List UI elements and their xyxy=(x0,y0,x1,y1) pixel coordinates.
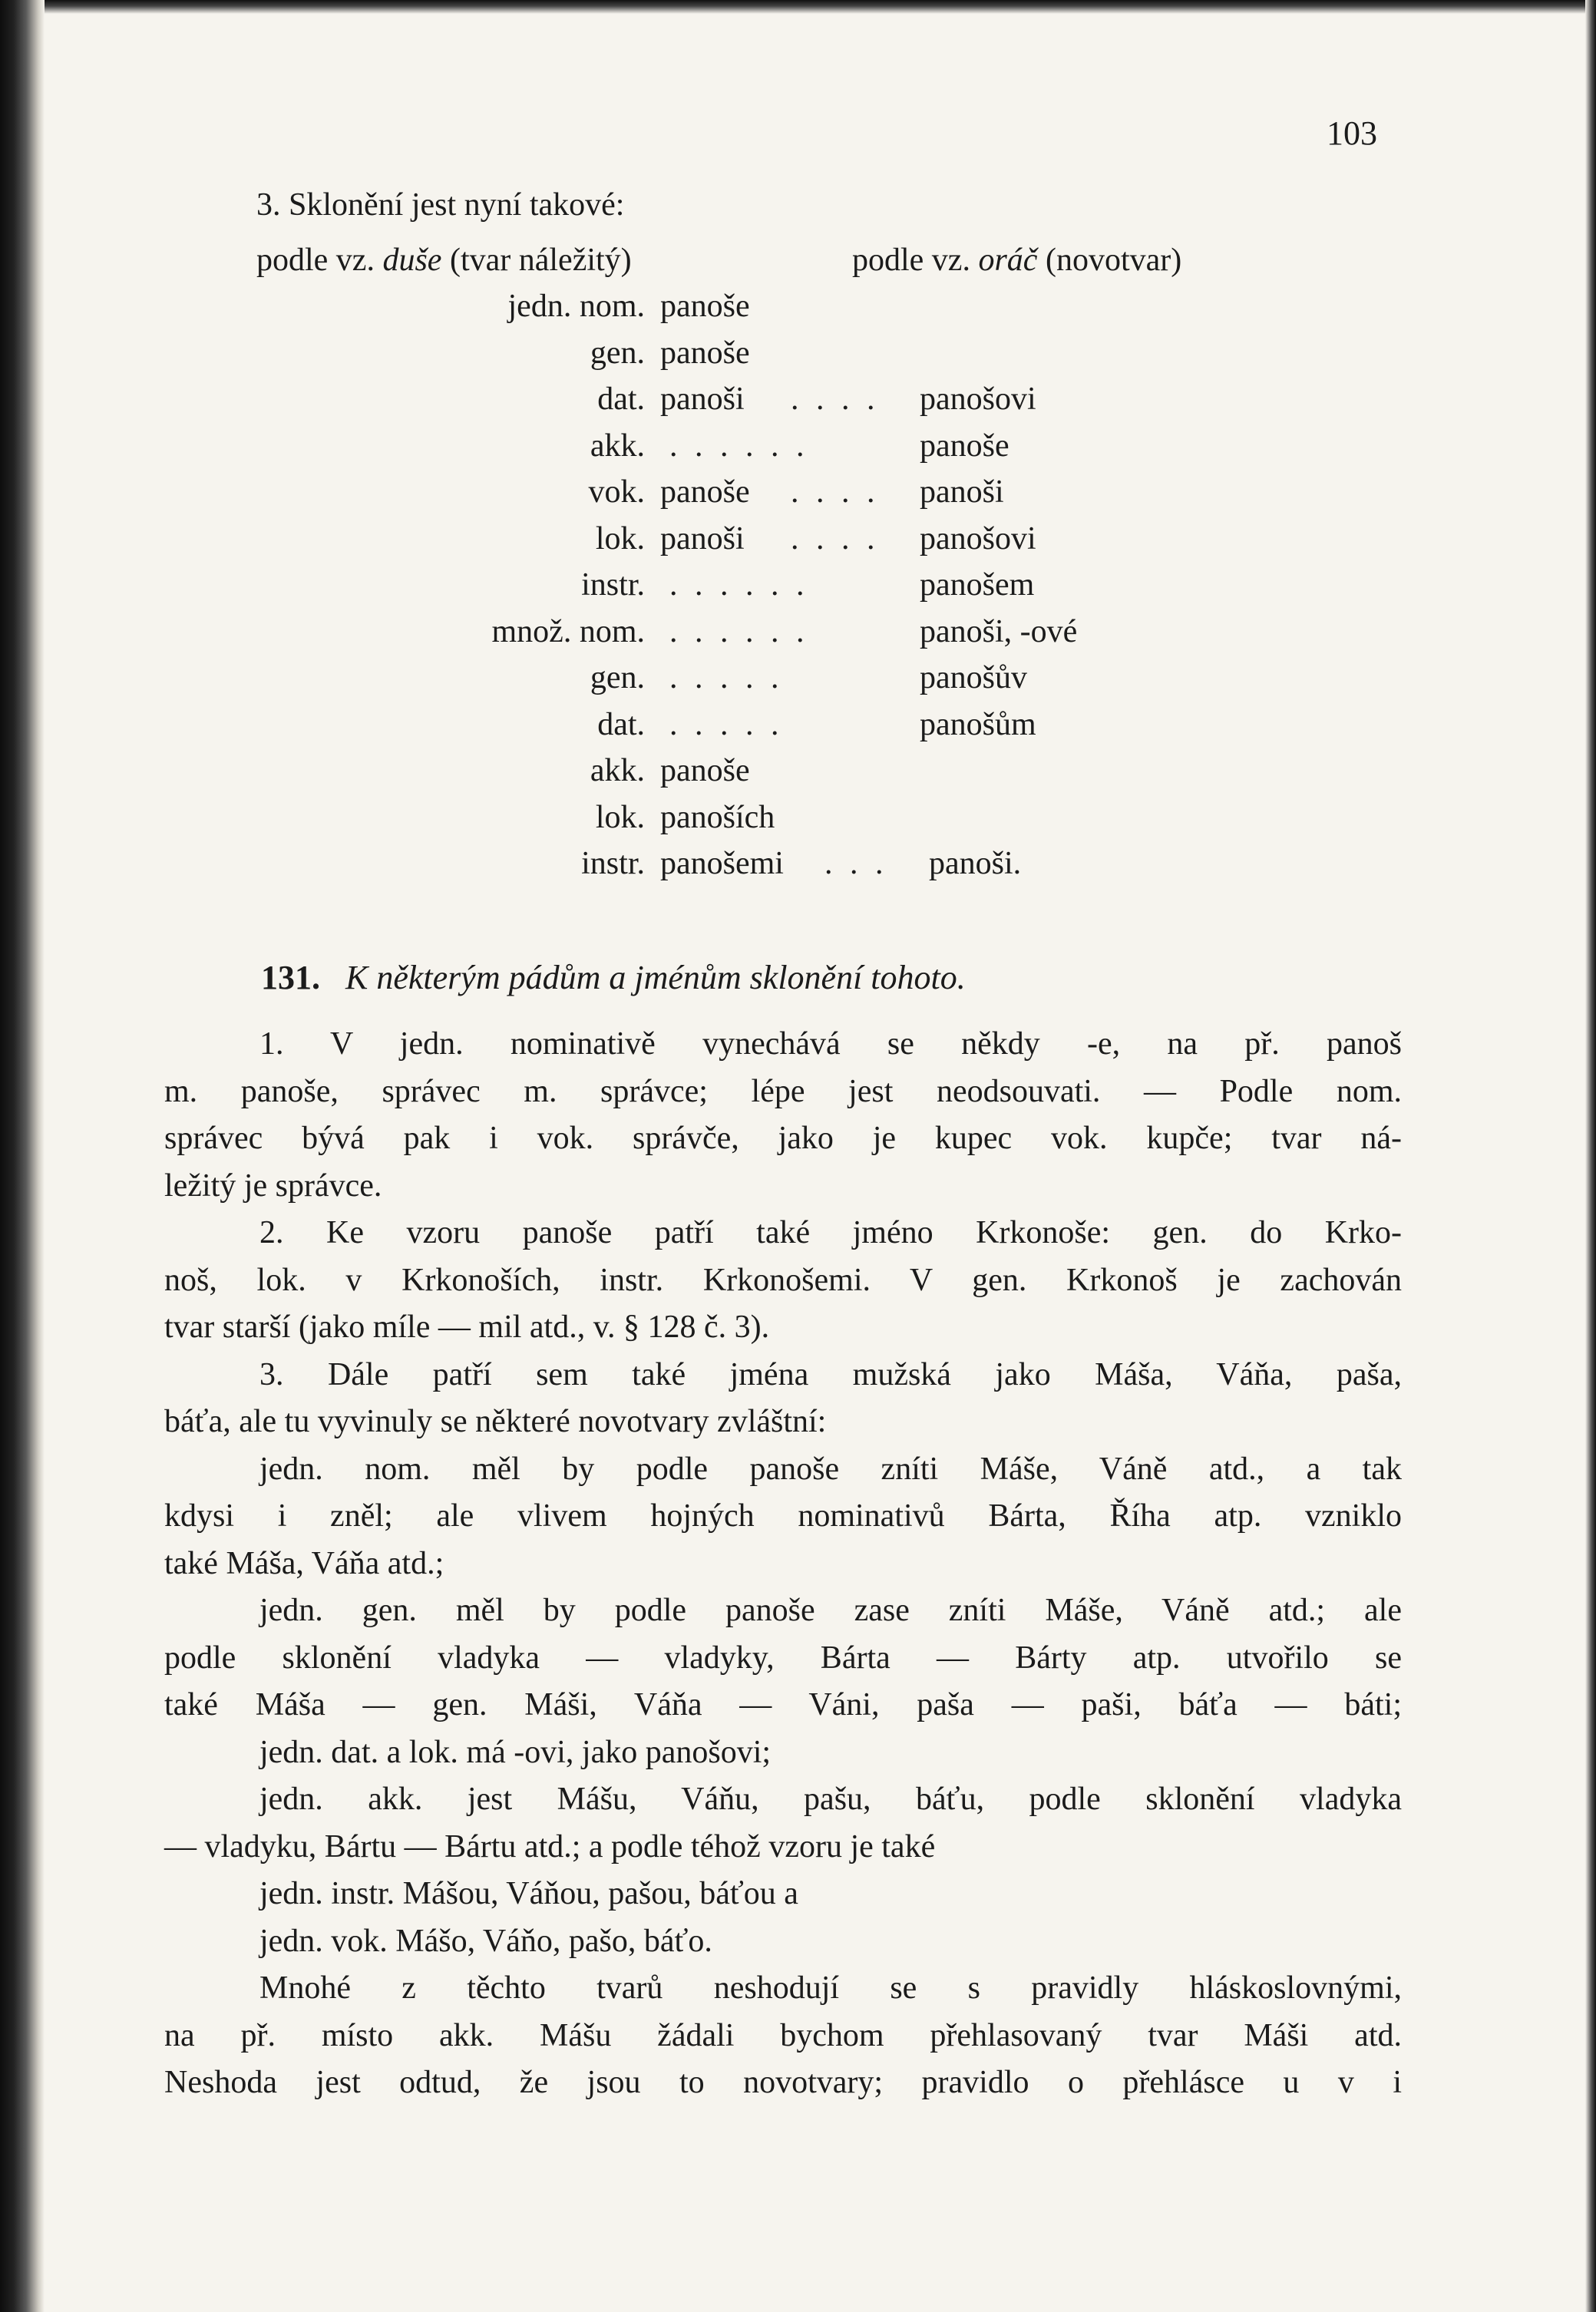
case-label: akk. xyxy=(590,428,645,464)
text-line: na př. místo akk. Mášu žádali bychom přehlasovaný tvar Máši atd. xyxy=(164,2017,1402,2053)
leader-dots: . . . . . . xyxy=(669,428,809,464)
case-label: instr. xyxy=(581,846,645,881)
text-line: 3. Dále patří sem také jména mužská jako Máša, Váňa, paša, xyxy=(259,1356,1402,1392)
text-line: báťa, ale tu vyvinuly se některé novotvary zvláštní: xyxy=(164,1404,827,1439)
form-right: panoši xyxy=(920,474,1004,510)
text-line: jedn. nom. měl by podle panoše zníti Máše, Váně atd., a tak xyxy=(259,1451,1402,1487)
paragraph-2 xyxy=(164,1210,1402,1352)
form-right: panoše xyxy=(920,428,1009,464)
case-label: jedn. nom. xyxy=(507,289,645,324)
left-column-header: podle vz. duše (tvar náležitý) xyxy=(256,243,632,278)
text-line: jedn. gen. měl by podle panoše zase zníti Máše, Váně atd.; ale xyxy=(259,1593,1402,1628)
paragraph-9 xyxy=(164,1918,1402,1966)
leader-dots: . . . . . xyxy=(669,706,784,742)
leader-dots: . . . . xyxy=(791,474,880,510)
text-line: tvar starší (jako míle — mil atd., v. § 128 č. 3). xyxy=(164,1310,770,1345)
form-left: panoše xyxy=(660,335,750,371)
section-131-heading: 131. K některým pádům a jménům sklonění tohoto. xyxy=(261,959,966,996)
paragraph-7 xyxy=(164,1776,1402,1871)
text-line: 1. V jedn. nominativě vynechává se někdy -e, na př. panoš xyxy=(259,1026,1402,1062)
leader-dots: . . . . . xyxy=(669,660,784,695)
text-line: také Máša — gen. Máši, Váňa — Váni, paša — paši, báťa — báti; xyxy=(164,1687,1402,1722)
case-label: vok. xyxy=(588,474,645,510)
text-line: Neshoda jest odtud, že jsou to novotvary; pravidlo o přehlásce u v i xyxy=(164,2065,1402,2100)
case-label: instr. xyxy=(581,567,645,603)
form-right: panošovi xyxy=(920,381,1036,417)
section-3-title: 3. Sklonění jest nyní takové: xyxy=(256,187,625,223)
paragraph-8 xyxy=(164,1871,1402,1918)
form-right: panošův xyxy=(920,660,1027,695)
case-label: lok. xyxy=(595,520,645,557)
form-left: panoši xyxy=(660,381,745,417)
leader-dots: . . . . xyxy=(791,520,880,557)
text-line: Mnohé z těchto tvarů neshodují se s pravidly hláskoslovnými, xyxy=(259,1970,1402,2006)
form-left: panoše xyxy=(660,753,750,788)
form-left: panošemi xyxy=(660,846,784,881)
text-line: podle sklonění vladyka — vladyky, Bárta — Bárty atp. utvořilo se xyxy=(164,1640,1402,1676)
text-line: jedn. vok. Mášo, Váňo, pašo, báťo. xyxy=(259,1923,712,1959)
paragraph-5 xyxy=(164,1587,1402,1729)
page-top-edge xyxy=(0,0,1596,14)
text-line: správec bývá pak i vok. správče, jako je kupec vok. kupče; tvar ná- xyxy=(164,1121,1402,1156)
form-right: panošům xyxy=(920,706,1036,742)
paragraph-10 xyxy=(164,1965,1402,2107)
case-label: gen. xyxy=(590,660,645,695)
case-label: gen. xyxy=(590,335,645,371)
leader-dots: . . . xyxy=(824,846,888,881)
case-label: dat. xyxy=(597,706,645,742)
form-right: panošem xyxy=(920,567,1035,603)
leader-dots: . . . . . . xyxy=(669,567,809,603)
body-text xyxy=(164,1021,1402,2107)
form-left: panoši xyxy=(660,520,745,557)
form-right: panoši. xyxy=(929,846,1022,881)
text-line: noš, lok. v Krkonoších, instr. Krkonošemi. V gen. Krkonoš je zachován xyxy=(164,1262,1402,1298)
form-left: panoše xyxy=(660,289,750,324)
form-right: panošovi xyxy=(920,520,1036,557)
paragraph-6 xyxy=(164,1729,1402,1777)
paragraph-3 xyxy=(164,1352,1402,1446)
leader-dots: . . . . xyxy=(791,381,880,417)
case-label: lok. xyxy=(595,799,645,835)
form-left: panoše xyxy=(660,474,750,510)
text-line: kdysi i zněl; ale vlivem hojných nominativů Bárta, Říha atp. vzniklo xyxy=(164,1498,1402,1534)
text-line: jedn. instr. Mášou, Váňou, pašou, báťou a xyxy=(259,1876,798,1911)
text-line: jedn. dat. a lok. má -ovi, jako panošovi; xyxy=(259,1734,772,1770)
case-label: množ. nom. xyxy=(491,613,645,649)
text-line: ležitý je správce. xyxy=(164,1168,382,1204)
form-right: panoši, -ové xyxy=(920,613,1078,649)
text-line: — vladyku, Bártu — Bártu atd.; a podle téhož vzoru je také xyxy=(164,1828,936,1864)
text-line: také Máša, Váňa atd.; xyxy=(164,1545,444,1581)
text-line: m. panoše, správec m. správce; lépe jest neodsouvati. — Podle nom. xyxy=(164,1073,1402,1109)
form-left: panoších xyxy=(660,799,775,835)
leader-dots: . . . . . . xyxy=(669,613,809,649)
page-number: 103 xyxy=(1327,114,1377,152)
text-line: 2. Ke vzoru panoše patří také jméno Krkonoše: gen. do Krko- xyxy=(259,1215,1402,1250)
case-label: dat. xyxy=(597,381,645,417)
paragraph-4 xyxy=(164,1446,1402,1588)
book-spine-shadow xyxy=(0,0,45,2312)
text-line: jedn. akk. jest Mášu, Váňu, pašu, báťu, podle sklonění vladyka xyxy=(259,1782,1402,1817)
page-right-edge xyxy=(1585,0,1596,2312)
case-label: akk. xyxy=(590,753,645,788)
right-column-header: podle vz. oráč (novotvar) xyxy=(852,243,1182,278)
paragraph-1 xyxy=(164,1021,1402,1210)
